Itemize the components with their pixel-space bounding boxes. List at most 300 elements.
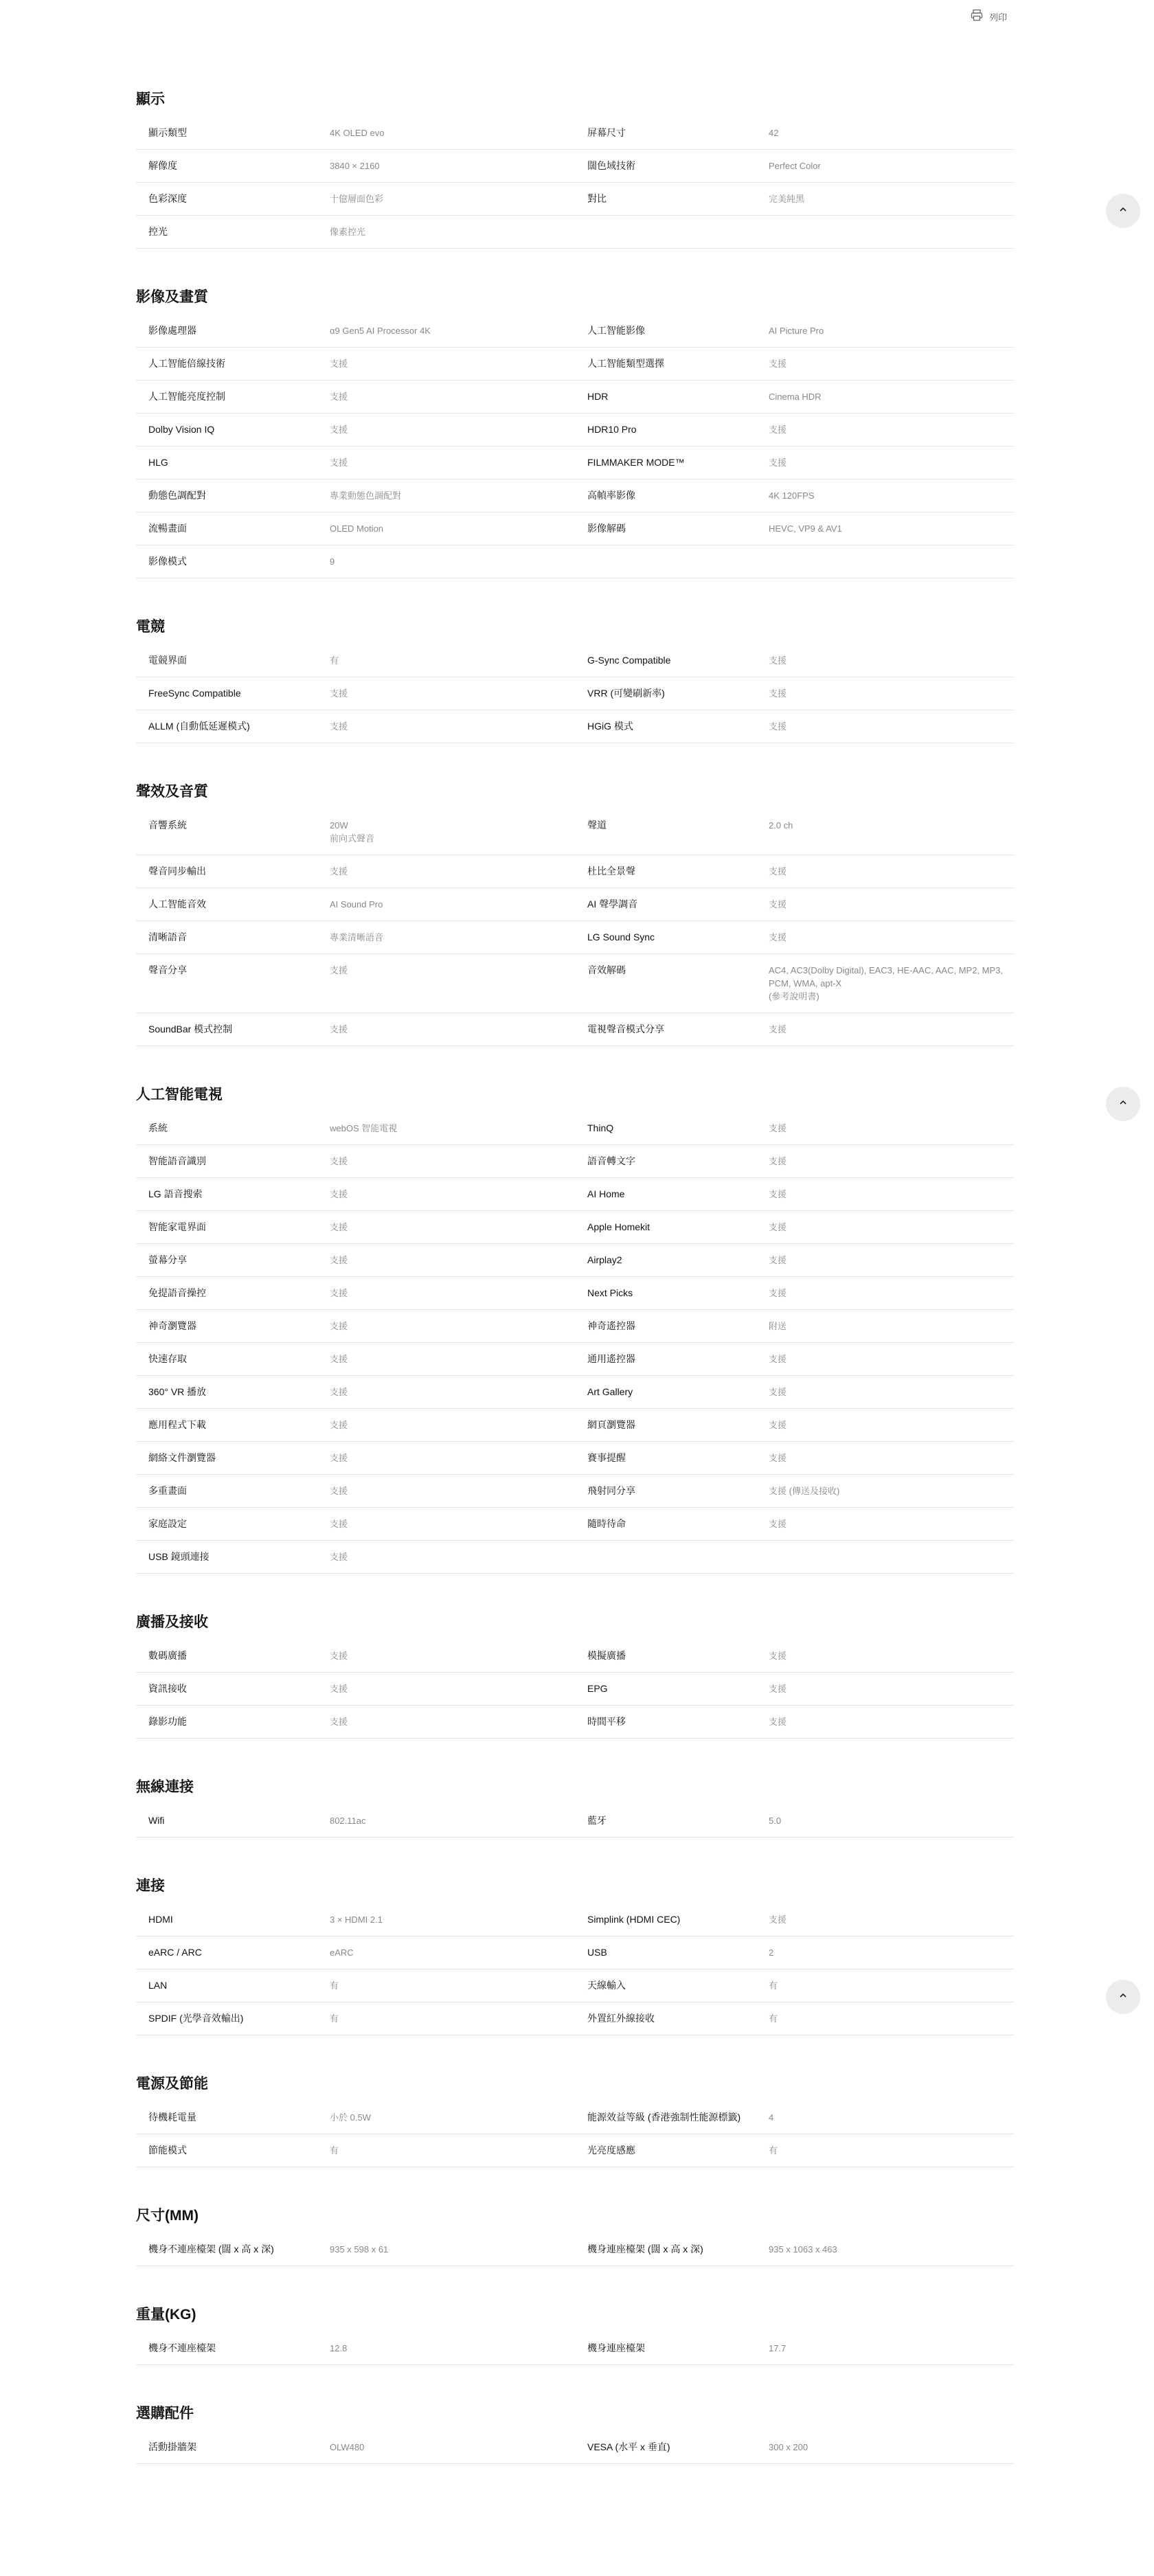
spec-value: 支援 — [769, 655, 787, 666]
spec-row — [136, 1178, 1014, 1211]
spec-row — [136, 1310, 1014, 1343]
spec-item — [575, 1320, 1014, 1333]
spec-key: 影像模式 — [148, 556, 187, 567]
spec-key: 網絡文件瀏覽器 — [148, 1452, 216, 1463]
spec-row — [136, 954, 1014, 1013]
spec-item — [575, 1386, 1014, 1399]
spec-item — [136, 1023, 575, 1036]
spec-item — [136, 1287, 575, 1300]
section-title: 電源及節能 — [136, 2076, 208, 2092]
spec-row — [136, 348, 1014, 381]
spec-value: webOS 智能電視 — [330, 1123, 398, 1133]
spec-key: 時間平移 — [587, 1716, 626, 1727]
spec-item — [136, 1188, 575, 1201]
spec-key: SoundBar 模式控制 — [148, 1024, 233, 1035]
spec-item — [575, 2144, 1014, 2157]
spec-value: 802.11ac — [330, 1816, 366, 1826]
spec-value: HEVC, VP9 & AV1 — [769, 523, 842, 534]
spec-value: AI Sound Pro — [330, 899, 383, 909]
spec-key: Apple Homekit — [587, 1221, 650, 1232]
spec-item — [575, 2441, 1014, 2454]
spec-row — [136, 1936, 1014, 1969]
spec-row — [136, 855, 1014, 888]
spec-value: 支援 — [769, 1717, 787, 1727]
spec-key: 快速存取 — [148, 1353, 187, 1364]
spec-row — [136, 1376, 1014, 1409]
spec-key: 杜比全景聲 — [587, 866, 635, 877]
spec-item — [575, 1649, 1014, 1662]
spec-key: 神奇遙控器 — [587, 1320, 635, 1331]
spec-item — [136, 1254, 575, 1267]
spec-value: 支援 — [769, 1024, 787, 1035]
spec-key: 流暢畫面 — [148, 523, 187, 534]
spec-value: OLED Motion — [330, 523, 384, 534]
spec-value: 支援 — [769, 1156, 787, 1166]
spec-key: 網頁瀏覽器 — [587, 1419, 635, 1430]
spec-value: 支援 — [769, 1222, 787, 1232]
spec-row — [136, 1640, 1014, 1673]
spec-row — [136, 150, 1014, 183]
spec-item — [136, 489, 575, 502]
section-title: 連接 — [136, 1878, 165, 1894]
spec-item — [136, 931, 575, 944]
spec-key: 節能模式 — [148, 2145, 187, 2156]
spec-value: Perfect Color — [769, 161, 821, 171]
spec-item — [136, 324, 575, 337]
spec-item — [575, 324, 1014, 337]
spec-value: 支援 — [330, 1453, 348, 1463]
spec-value: 支援 — [330, 1156, 348, 1166]
spec-item — [575, 522, 1014, 535]
spec-item — [136, 1122, 575, 1135]
spec-key: 闊色域技術 — [587, 160, 635, 171]
spec-key: HLG — [148, 457, 168, 468]
spec-item — [575, 1517, 1014, 1530]
spec-row — [136, 710, 1014, 743]
spec-key: 智能家電界面 — [148, 1221, 206, 1232]
spec-value: 支援 — [330, 1519, 348, 1529]
spec-value: 支援 — [769, 932, 787, 942]
spec-item — [136, 1484, 575, 1498]
spec-value: 支援 — [769, 1453, 787, 1463]
section-title: 選購配件 — [136, 2406, 194, 2421]
spec-key: 高幀率影像 — [587, 490, 635, 501]
spec-item — [136, 1979, 575, 1992]
spec-key: Simplink (HDMI CEC) — [587, 1914, 681, 1925]
spec-value: 支援 — [769, 1354, 787, 1364]
spec-item — [575, 192, 1014, 205]
spec-value: 支援 — [769, 359, 787, 369]
spec-item — [136, 456, 575, 469]
spec-key: 解像度 — [148, 160, 177, 171]
spec-row — [136, 809, 1014, 855]
spec-value: 支援 — [330, 965, 348, 975]
spec-key: Wifi — [148, 1815, 165, 1826]
spec-value: 300 x 200 — [769, 2442, 808, 2452]
spec-row — [136, 1508, 1014, 1541]
spec-value: 支援 — [769, 1288, 787, 1298]
spec-row — [136, 1277, 1014, 1310]
spec-key: Next Picks — [587, 1287, 633, 1298]
spec-section — [136, 1777, 1014, 1838]
chevron-up-icon — [1118, 1097, 1129, 1111]
spec-item — [136, 654, 575, 667]
spec-item — [575, 865, 1014, 878]
spec-value: 935 x 1063 x 463 — [769, 2244, 837, 2255]
spec-value: OLW480 — [330, 2442, 365, 2452]
spec-key: 人工智能影像 — [587, 325, 645, 336]
scroll-to-top-button[interactable] — [1106, 1980, 1140, 2014]
spec-item — [136, 1353, 575, 1366]
spec-key: 神奇瀏覽器 — [148, 1320, 196, 1331]
section-title: 人工智能電視 — [136, 1087, 223, 1103]
spec-item — [136, 2243, 575, 2256]
spec-key: 家庭設定 — [148, 1518, 187, 1529]
spec-section — [136, 617, 1014, 743]
spec-item — [575, 2012, 1014, 2025]
spec-item — [575, 1155, 1014, 1168]
spec-key: LG Sound Sync — [587, 931, 655, 942]
spec-item — [136, 225, 575, 238]
spec-key: 機身不連座檯架 (闊 x 高 x 深) — [148, 2244, 274, 2255]
spec-section — [136, 2404, 1014, 2464]
spec-key: 應用程式下載 — [148, 1419, 206, 1430]
spec-item — [575, 1946, 1014, 1959]
spec-row — [136, 2332, 1014, 2365]
spec-row — [136, 1145, 1014, 1178]
spec-key: 電視聲音模式分享 — [587, 1024, 664, 1035]
spec-value: α9 Gen5 AI Processor 4K — [330, 326, 431, 336]
spec-item — [575, 2342, 1014, 2355]
spec-key: 模擬廣播 — [587, 1650, 626, 1661]
spec-section — [136, 1876, 1014, 2035]
spec-item — [575, 1023, 1014, 1036]
spec-key: 隨時待命 — [587, 1518, 626, 1529]
spec-item — [575, 654, 1014, 667]
spec-key: 機身連座檯架 (闊 x 高 x 深) — [587, 2244, 703, 2255]
spec-row — [136, 479, 1014, 512]
spec-value: 像素控光 — [330, 227, 366, 237]
spec-item — [136, 819, 575, 845]
spec-item — [136, 1946, 575, 1959]
spec-row — [136, 1442, 1014, 1475]
print-label: 列印 — [989, 12, 1008, 23]
spec-item — [136, 126, 575, 139]
spec-value: 支援 — [330, 1717, 348, 1727]
spec-value: 9 — [330, 556, 335, 567]
printer-icon — [970, 8, 984, 25]
spec-item — [136, 1649, 575, 1662]
spec-item — [575, 898, 1014, 911]
spec-key: 控光 — [148, 226, 168, 237]
spec-item — [136, 390, 575, 403]
spec-value: 2 — [769, 1947, 774, 1958]
spec-section — [136, 89, 1014, 249]
spec-item — [136, 522, 575, 535]
spec-row — [136, 315, 1014, 348]
spec-key: LAN — [148, 1980, 168, 1991]
spec-key: 人工智能亮度控制 — [148, 391, 225, 402]
spec-value: 支援 — [330, 392, 348, 402]
spec-value: Cinema HDR — [769, 392, 822, 402]
spec-item — [575, 1188, 1014, 1201]
section-title: 無線連接 — [136, 1779, 194, 1795]
spec-item — [136, 192, 575, 205]
spec-key: 多重畫面 — [148, 1485, 187, 1496]
spec-item — [136, 1913, 575, 1926]
spec-value: 專業清晰語音 — [330, 932, 384, 942]
spec-key: 色彩深度 — [148, 193, 187, 204]
spec-key: HDMI — [148, 1914, 173, 1925]
spec-row — [136, 1475, 1014, 1508]
spec-value: 支援 — [769, 425, 787, 435]
spec-key: LG 語音搜索 — [148, 1188, 203, 1199]
spec-item — [575, 2243, 1014, 2256]
spec-item — [136, 555, 575, 568]
spec-value: 支援 — [769, 1684, 787, 1694]
spec-row — [136, 1969, 1014, 2002]
spec-key: 機身不連座檯架 — [148, 2342, 216, 2353]
spec-row — [136, 447, 1014, 479]
chevron-up-icon — [1118, 204, 1129, 218]
spec-section — [136, 1085, 1014, 1574]
spec-key: 錄影功能 — [148, 1716, 187, 1727]
spec-value: 支援 — [769, 457, 787, 468]
spec-item — [575, 1913, 1014, 1926]
spec-key: 待機耗電量 — [148, 2112, 196, 2123]
spec-value: 完美純黑 — [769, 194, 805, 204]
spec-value: 支援 — [330, 1288, 348, 1298]
spec-value: 支援 (傳送及接收) — [769, 1486, 840, 1496]
spec-key: AI Home — [587, 1188, 625, 1199]
spec-value: 支援 — [330, 688, 348, 699]
spec-row — [136, 1409, 1014, 1442]
spec-item — [575, 1419, 1014, 1432]
spec-row — [136, 2233, 1014, 2266]
spec-key: HGiG 模式 — [587, 721, 633, 732]
spec-value: 支援 — [330, 457, 348, 468]
spec-item — [575, 1221, 1014, 1234]
section-title: 電競 — [136, 619, 165, 635]
spec-item — [575, 1254, 1014, 1267]
spec-item — [136, 1419, 575, 1432]
spec-key: 動態色調配對 — [148, 490, 206, 501]
spec-key: 賽事提醒 — [587, 1452, 626, 1463]
spec-item — [575, 1122, 1014, 1135]
section-title: 重量(KG) — [136, 2307, 196, 2323]
chevron-up-icon — [1118, 1990, 1129, 2004]
spec-value: 42 — [769, 128, 779, 138]
spec-key: 系統 — [148, 1122, 168, 1133]
spec-key: 影像處理器 — [148, 325, 196, 336]
spec-value: 支援 — [769, 1651, 787, 1661]
spec-item — [136, 2342, 575, 2355]
spec-value: 支援 — [330, 1387, 348, 1397]
spec-row — [136, 2134, 1014, 2167]
spec-item — [136, 423, 575, 436]
spec-item — [575, 159, 1014, 172]
spec-item — [136, 1451, 575, 1465]
spec-key: VRR (可變刷新率) — [587, 688, 665, 699]
spec-value: AI Picture Pro — [769, 326, 824, 336]
spec-item — [575, 1484, 1014, 1498]
spec-row — [136, 2101, 1014, 2134]
spec-key: 聲道 — [587, 820, 607, 831]
spec-value: 支援 — [330, 1420, 348, 1430]
spec-key: 通用遙控器 — [587, 1353, 635, 1364]
spec-item — [136, 1320, 575, 1333]
spec-item — [575, 964, 1014, 1003]
spec-key: 音響系統 — [148, 820, 187, 831]
spec-value: 有 — [330, 1980, 339, 1991]
spec-value: 支援 — [330, 1321, 348, 1331]
section-title: 尺寸(MM) — [136, 2208, 199, 2224]
spec-item — [575, 1451, 1014, 1465]
spec-row — [136, 1211, 1014, 1244]
scroll-to-top-button[interactable] — [1106, 194, 1140, 228]
spec-key: 屏幕尺寸 — [587, 127, 626, 138]
spec-item — [136, 1814, 575, 1827]
spec-value: 支援 — [769, 1255, 787, 1265]
spec-value: 支援 — [330, 1024, 348, 1035]
spec-value: 12.8 — [330, 2343, 348, 2353]
spec-key: 機身連座檯架 — [587, 2342, 645, 2353]
spec-item — [136, 1550, 575, 1563]
spec-key: FILMMAKER MODE™ — [587, 457, 685, 468]
spec-row — [136, 2431, 1014, 2464]
spec-value: AC4, AC3(Dolby Digital), EAC3, HE-AAC, AAC, MP2, MP3, PCM, WMA, apt-X (參考說明書) — [769, 965, 1003, 1002]
spec-item — [136, 2012, 575, 2025]
spec-value: 有 — [330, 655, 339, 666]
spec-key: 外置紅外線接收 — [587, 2013, 655, 2024]
spec-item — [575, 1287, 1014, 1300]
spec-key: 清晰語音 — [148, 931, 187, 942]
spec-value: 支援 — [330, 1552, 348, 1562]
spec-item — [575, 1715, 1014, 1728]
section-title: 顯示 — [136, 91, 165, 107]
spec-value: 有 — [769, 2013, 778, 2024]
spec-value: 支援 — [769, 688, 787, 699]
spec-section — [136, 2206, 1014, 2266]
spec-row — [136, 677, 1014, 710]
spec-item — [136, 2144, 575, 2157]
spec-value: 支援 — [330, 1651, 348, 1661]
spec-key: 螢幕分享 — [148, 1254, 187, 1265]
spec-key: 活動掛牆架 — [148, 2441, 196, 2452]
spec-row — [136, 545, 1014, 578]
spec-key: 顯示類型 — [148, 127, 187, 138]
spec-value: 935 x 598 x 61 — [330, 2244, 389, 2255]
spec-item — [136, 1682, 575, 1695]
spec-value: 支援 — [330, 721, 348, 732]
spec-item — [136, 357, 575, 370]
spec-value: 支援 — [330, 866, 348, 877]
spec-value: 支援 — [330, 1486, 348, 1496]
spec-section — [136, 287, 1014, 578]
scroll-to-top-button[interactable] — [1106, 1087, 1140, 1121]
spec-key: 音效解碼 — [587, 964, 626, 975]
spec-item — [575, 2111, 1014, 2124]
spec-value: 小於 0.5W — [330, 2112, 371, 2123]
spec-key: eARC / ARC — [148, 1947, 202, 1958]
spec-item — [136, 1155, 575, 1168]
spec-value: 支援 — [330, 1684, 348, 1694]
spec-key: G-Sync Compatible — [587, 655, 671, 666]
spec-row — [136, 1673, 1014, 1706]
spec-key: HDR — [587, 391, 609, 402]
spec-key: 光亮度感應 — [587, 2145, 635, 2156]
spec-row — [136, 1903, 1014, 1936]
spec-key: 免提語音操控 — [148, 1287, 206, 1298]
spec-key: 對比 — [587, 193, 607, 204]
spec-item — [136, 2441, 575, 2454]
spec-item — [575, 720, 1014, 733]
spec-item — [136, 1517, 575, 1530]
spec-item — [575, 687, 1014, 700]
spec-value: 4K OLED evo — [330, 128, 385, 138]
spec-row — [136, 1112, 1014, 1145]
spec-section — [136, 1612, 1014, 1739]
spec-row — [136, 216, 1014, 249]
section-title: 影像及畫質 — [136, 289, 208, 305]
spec-value: 5.0 — [769, 1816, 782, 1826]
spec-key: Airplay2 — [587, 1254, 622, 1265]
spec-value: 支援 — [330, 1189, 348, 1199]
spec-row — [136, 921, 1014, 954]
spec-item — [136, 687, 575, 700]
spec-item — [575, 1814, 1014, 1827]
spec-item — [575, 456, 1014, 469]
spec-row — [136, 2002, 1014, 2035]
spec-key: 資訊接收 — [148, 1683, 187, 1694]
spec-key: 天線輸入 — [587, 1980, 626, 1991]
spec-key: 數碼廣播 — [148, 1650, 187, 1661]
spec-key: 能源效益等級 (香港強制性能源標籤) — [587, 2112, 741, 2123]
spec-key: VESA (水平 x 垂直) — [587, 2441, 670, 2452]
spec-key: SPDIF (光學音效輸出) — [148, 2013, 244, 2024]
spec-key: USB — [587, 1947, 607, 1958]
spec-row — [136, 1343, 1014, 1376]
spec-value: 支援 — [769, 1519, 787, 1529]
spec-item — [575, 931, 1014, 944]
spec-row — [136, 381, 1014, 414]
spec-key: FreeSync Compatible — [148, 688, 241, 699]
spec-value: 十億層面色彩 — [330, 194, 384, 204]
spec-item — [575, 819, 1014, 845]
spec-key: 360° VR 播放 — [148, 1386, 207, 1397]
print-button[interactable] — [970, 8, 1007, 25]
spec-value: 支援 — [769, 1123, 787, 1133]
section-title: 聲效及音質 — [136, 784, 208, 800]
spec-key: AI 聲學調音 — [587, 899, 638, 909]
spec-value: 有 — [330, 2013, 339, 2024]
spec-key: 人工智能音效 — [148, 899, 206, 909]
spec-item — [575, 1682, 1014, 1695]
spec-key: HDR10 Pro — [587, 424, 637, 435]
spec-key: 人工智能類型選擇 — [587, 358, 664, 369]
spec-value: 支援 — [330, 1354, 348, 1364]
spec-key: 電競界面 — [148, 655, 187, 666]
section-title: 廣播及接收 — [136, 1614, 208, 1630]
spec-value: 支援 — [330, 1255, 348, 1265]
spec-item — [575, 126, 1014, 139]
spec-item — [575, 489, 1014, 502]
spec-row — [136, 888, 1014, 921]
spec-value: 3 × HDMI 2.1 — [330, 1914, 383, 1925]
spec-key: 藍牙 — [587, 1815, 607, 1826]
spec-item — [136, 720, 575, 733]
spec-value: 專業動態色調配對 — [330, 490, 402, 501]
